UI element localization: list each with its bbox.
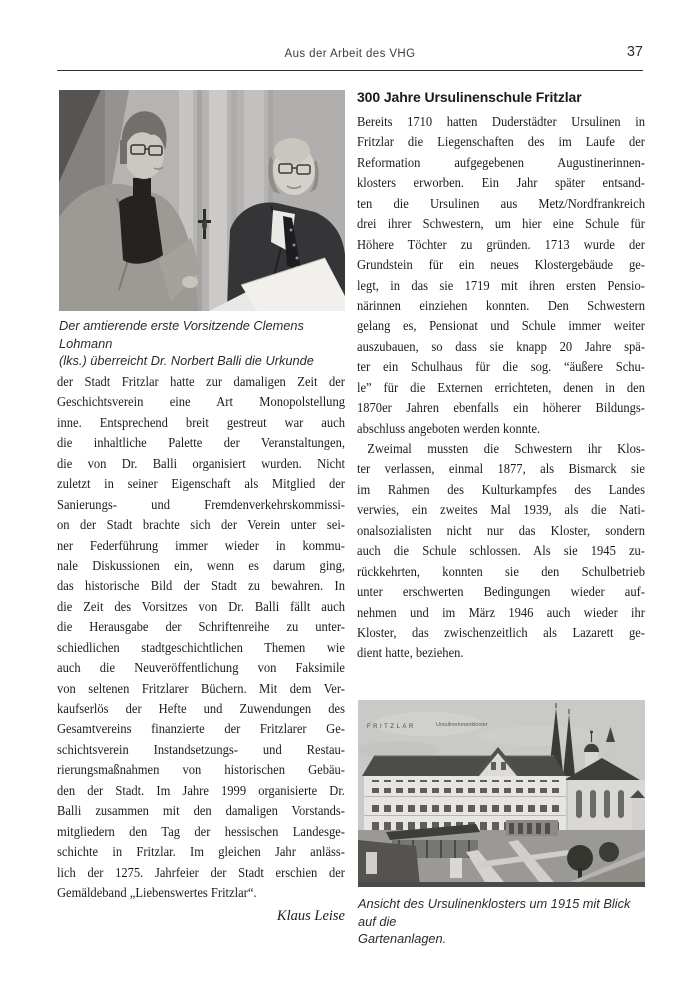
- text-line: Gesamtvereins finanzierte der Fritzlarer Ge-: [57, 721, 345, 737]
- text-line: ter ein Schulhaus für die sog. “äußere Schu-: [357, 359, 645, 375]
- article-heading: 300 Jahre Ursulinenschule Fritzlar: [357, 89, 582, 105]
- text-line: nehmen und im März 1946 auch wieder ihr: [357, 604, 645, 620]
- text-line: Balli zusammen mit den damaligen Vorstands-: [57, 803, 345, 819]
- text-line: Kloster, das zwischenzeitlich als Lazarett ge-: [357, 624, 645, 640]
- text-line: nale Diskussionen ein, wenn es darum ging,: [57, 557, 345, 573]
- text-line: ter verlassen, einmal 1877, als Bismarck sie: [357, 461, 645, 477]
- text-line: die Herausgabe der Schriftenreihe zu unter-: [57, 619, 345, 635]
- caption-line: Der amtierende erste Vorsitzende Clemens Lohmann: [59, 318, 304, 351]
- text-line: die inhaltliche Palette der Veranstaltungen,: [57, 435, 345, 451]
- text-line: abschluss angeboten werden konnte.: [357, 420, 541, 436]
- page-number: 37: [626, 44, 643, 60]
- text-line: drei ihrer Schwestern, um hier eine Schule für: [357, 216, 645, 232]
- text-line: klosters erworben. Ein Jahr später entsand-: [357, 175, 645, 191]
- text-line: schiedlichen stadtgeschichtlichen Themen wie: [57, 639, 345, 655]
- text-line: inne. Entsprechend breit gestreut war auch: [57, 414, 345, 430]
- caption-line: Ansicht des Ursulinenklosters um 1915 mit Blick auf die: [358, 896, 631, 929]
- text-line: le” für die Externen errichteten, denen in den: [357, 379, 645, 395]
- painting-label-building: Ursulinerinnenkloster: [436, 722, 488, 728]
- text-line: Bereits 1710 hatten Duderstädter Ursulinen in: [357, 114, 645, 129]
- text-line: im Rahmen des Kulturkampfes des Landes: [357, 481, 645, 497]
- text-line: gelang es, Pensionat und Schule immer weiter: [357, 318, 645, 334]
- left-column-body: [57, 372, 345, 903]
- text-line: ner Federführung immer wieder in kommu-: [57, 537, 345, 553]
- text-line: schichtsverein Instandsetzungs- und Restau-: [57, 741, 345, 757]
- caption-line: Gartenanlagen.: [358, 931, 447, 947]
- painting-caption: [358, 895, 645, 948]
- text-line: rückkehrten, konnten sie den Schulbetrieb: [357, 563, 645, 579]
- text-line: auch die Neuveröffentlichung von Faksimile: [57, 660, 345, 676]
- caption-line: (lks.) überreicht Dr. Norbert Balli die Urkunde: [59, 353, 314, 369]
- header-rule: [57, 70, 643, 71]
- text-line: lich der 1275. Jahrfeier der Stadt erschien der: [57, 864, 345, 880]
- text-line: Geschichtsverein eine Art Monopolstellung: [57, 394, 345, 410]
- right-column-body: [357, 112, 645, 664]
- text-line: der Stadt Fritzlar hatte zur damaligen Zeit der: [57, 374, 345, 389]
- text-line: rierungsmaßnahmen von historischen Gebäu-: [57, 762, 345, 778]
- award-ceremony-illustration: [59, 90, 345, 311]
- kloster-painting-photo: [358, 700, 645, 887]
- text-line: ten die Ursulinen aus Metz/Nordfrankreich: [357, 195, 645, 211]
- text-line: 1870er Jahren ebenfalls ein höherer Bildungs-: [357, 400, 645, 416]
- painting-label-place: FRITZLAR: [367, 724, 416, 730]
- award-photo-caption: [59, 317, 345, 370]
- garden-foreground: [358, 820, 645, 887]
- text-line: kaufserlös der Hefte und Zuwendungen des: [57, 701, 345, 716]
- text-line: Gemäldeband „Liebenswertes Fritzlar“.: [57, 884, 257, 900]
- text-line: Fritzlar die Liegenschaften des im Laufe der: [357, 134, 645, 150]
- text-line: on der Stadt brachte sich der Verein unter sei-: [57, 517, 345, 533]
- text-line: von seltenen Fritzlarer Büchern. Mit dem Ver-: [57, 680, 345, 696]
- text-line: schichte in Fritzlar. Im gleichen Jahr anläss-: [57, 844, 345, 860]
- text-line: dient hatte, beziehen.: [357, 645, 464, 661]
- text-line: onalsozialisten nicht nur das Kloster, sondern: [357, 522, 645, 538]
- text-line: Sanierungs- und Fremdenverkehrskommissi-: [57, 496, 345, 512]
- running-header-title: Aus der Arbeit des VHG: [284, 48, 416, 60]
- text-line: den der Stadt. Im Jahre 1999 organisierte Dr.: [57, 782, 345, 798]
- text-line: Zweimal mussten die Schwestern ihr Klos-: [367, 441, 645, 456]
- text-line: auszubauen, so dass sie knapp 20 Jahre spä-: [357, 338, 645, 354]
- text-line: Höhere Töchter zu gründen. 1713 wurde der: [357, 236, 645, 252]
- kloster-painting-illustration: [358, 700, 645, 887]
- author-signature: Klaus Leise: [276, 908, 345, 924]
- award-ceremony-photo: [59, 90, 345, 311]
- text-line: auch die Schule schlossen. Als sie 1945 zu-: [357, 543, 645, 559]
- text-line: unter erschwerten Bedingungen wieder auf-: [357, 584, 645, 600]
- text-line: die von Dr. Balli organisiert wurden. Nicht: [57, 455, 345, 471]
- text-line: närinnen einziehen konnten. Den Schwestern: [357, 297, 645, 313]
- text-line: das historische Bild der Stadt zu bewahren. In: [57, 578, 345, 594]
- text-line: Grundstein für ein neues Klostergebäude ge-: [357, 257, 645, 273]
- text-line: verwies, ein zweites Mal 1939, als die Nati-: [357, 502, 645, 518]
- text-line: mitgliedern den Tag der hessischen Landesge-: [57, 823, 345, 839]
- text-line: Reformation aufgegebenen Augustinerinnen-: [357, 154, 645, 170]
- text-line: zuletzt in seiner Eigenschaft als Mitglied der: [57, 476, 345, 492]
- text-line: legt, in das sie 1719 mit ihren ersten Pensio-: [357, 277, 645, 293]
- text-line: die Zeit des Vorsitzes von Dr. Balli fällt auch: [57, 598, 345, 614]
